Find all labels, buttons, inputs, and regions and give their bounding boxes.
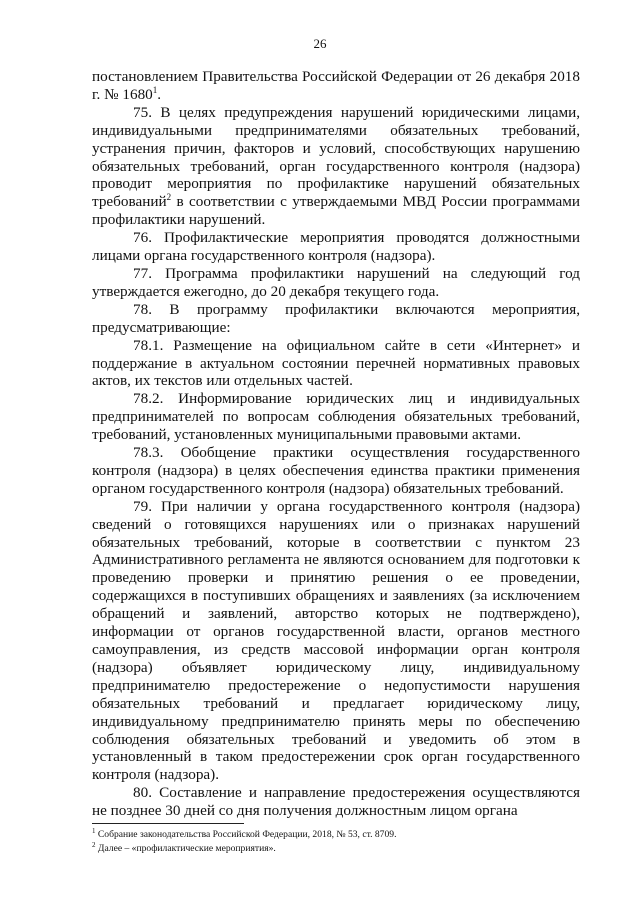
paragraph-79: 79. При наличии у органа государственного контроля (надзора) сведений о готовящихся нарушениях или о признаках нарушений обязательных требований, которые в соответствии с пунктом 23 Административного регламента не являются основанием для подготовки к проведению проверки и принятию решения о ее проведении, содержащихся в поступивших обращениях и заявлениях (за исключением обращений и заявлений, авторство которых не подтверждено), информации от органов государственной власти, органов местного самоуправления, из средств массовой информации орган контроля (надзора) объявляет юридическому лицу, индивидуальному предпринимателю предостережение о недопустимости нарушения обязательных требований и предлагает юридическому лицу, индивидуальному предпринимателю принять меры по обеспечению соблюдения обязательных требований и уведомить об этом в установленный в таком предостережении срок орган государственного контроля (надзора). — [92, 497, 580, 784]
page-number: 26 — [313, 36, 327, 51]
paragraph-text: 75. В целях предупреждения нарушений юридическими лицами, индивидуальными предпринимателями обязательных требований, устранения причин, факторов и условий, способствующих нарушению обязательных требований, орган государственного контроля (надзора) проводит мероприятия по профилактике нарушений обязательных требований — [92, 103, 580, 211]
footnotes — [92, 828, 580, 856]
paragraph-continuation — [92, 68, 580, 104]
paragraph-78-3: 78.3. Обобщение практики осуществления государственного контроля (надзора) в целях обеспечения единства практики применения органом государственного контроля (надзора) обязательных требований. — [92, 444, 580, 497]
document-body — [92, 68, 580, 820]
paragraph-77: 77. Программа профилактики нарушений на следующий год утверждается ежегодно, до 20 декабря текущего года. — [92, 264, 580, 300]
footnote-ref-1: 1 — [152, 84, 158, 95]
footnote-mark-1: 1 — [92, 827, 96, 835]
paragraph-75 — [92, 104, 580, 229]
paragraph-76: 76. Профилактические мероприятия проводятся должностными лицами органа государственного контроля (надзора). — [92, 229, 580, 265]
paragraph-text: постановлением Правительства Российской Федерации от 26 декабря 2018 г. № 1680 — [92, 68, 580, 103]
paragraph-78-2: 78.2. Информирование юридических лиц и индивидуальных предпринимателей по вопросам соблюдения обязательных требований, требований, установленных муниципальными правовыми актами. — [92, 390, 580, 444]
footnote-ref-2: 2 — [166, 192, 172, 203]
footnote-divider — [92, 823, 244, 824]
paragraph-tail: в соответствии с утверждаемыми МВД России программами профилактики нарушений. — [92, 193, 580, 229]
paragraph-78: 78. В программу профилактики включаются мероприятия, предусматривающие: — [92, 300, 580, 336]
paragraph-tail: . — [157, 85, 162, 103]
paragraph-80: 80. Составление и направление предостережения осуществляются не позднее 30 дней со дня получения должностным лицом органа — [92, 784, 580, 820]
paragraph-78-1: 78.1. Размещение на официальном сайте в сети «Интернет» и поддержание в актуальном состоянии перечней нормативных правовых актов, их текстов или отдельных частей. — [92, 336, 580, 390]
footnote-1 — [92, 828, 580, 842]
footnote-text: Собрание законодательства Российской Федерации, 2018, № 53, ст. 8709. — [95, 829, 397, 840]
footnote-mark-2: 2 — [92, 841, 96, 849]
footnote-2 — [92, 842, 580, 856]
footnote-text: Далее – «профилактические мероприятия». — [95, 843, 276, 854]
